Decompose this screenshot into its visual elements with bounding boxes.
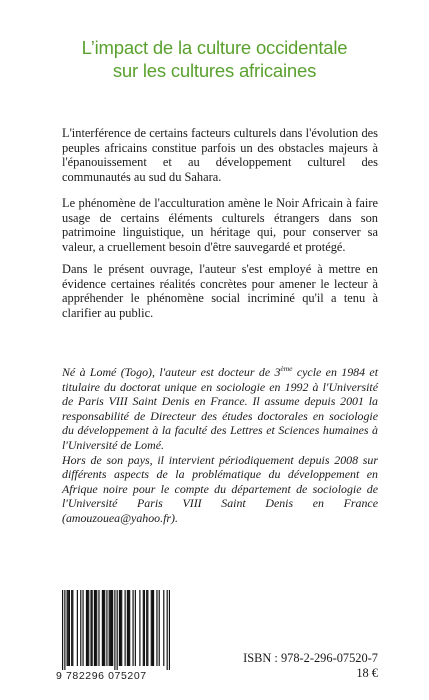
barcode-bar <box>88 590 89 666</box>
barcode-bar <box>119 590 120 666</box>
barcode-bar <box>144 590 145 666</box>
author-bio-paragraph-1 <box>62 365 378 453</box>
barcode-bar <box>156 590 157 666</box>
barcode-bar <box>96 590 97 666</box>
barcode-bar <box>77 590 78 666</box>
barcode-bar <box>71 590 72 666</box>
barcode-bar <box>143 590 144 666</box>
barcode-bar <box>125 590 126 666</box>
barcode-bar <box>98 590 99 666</box>
barcode-bar <box>82 590 83 666</box>
barcode-bar <box>80 590 81 666</box>
barcode-bar <box>169 590 170 670</box>
barcode-bar <box>69 590 70 666</box>
barcode-bar <box>121 590 122 666</box>
barcode-bar <box>120 590 121 666</box>
author-bio-superscript: ème <box>280 364 293 373</box>
barcode-bar <box>72 590 73 666</box>
book-title <box>0 36 429 82</box>
barcode-bar <box>135 590 136 666</box>
summary-paragraph-1: L'interférence de certains facteurs culturels dans l'évolution des peuples africains constitue parfois un des obstacles majeurs à l'épanouissement et au développement culturel des communautés au sud du Sahara. <box>62 126 378 184</box>
barcode-bar <box>147 590 148 666</box>
barcode-bars <box>62 590 170 670</box>
author-bio-text-a: Né à Lomé (Togo), l'auteur est docteur de 3 <box>62 365 281 379</box>
barcode-bar <box>102 590 103 666</box>
author-bio <box>62 365 378 526</box>
barcode-bar <box>129 590 130 666</box>
barcode-bar <box>153 590 154 666</box>
barcode-bar <box>95 590 96 666</box>
barcode-bar <box>92 590 93 666</box>
barcode-bar <box>110 590 111 666</box>
isbn: ISBN : 978-2-296-07520-7 <box>243 651 378 665</box>
barcode-bar <box>139 590 140 666</box>
barcode-bar <box>64 590 65 670</box>
barcode-bar <box>127 590 128 666</box>
book-title-line-2: sur les cultures africaines <box>112 60 317 81</box>
barcode-bar <box>128 590 129 666</box>
barcode-bar <box>86 590 87 666</box>
author-bio-text-b: cycle en 1984 et titulaire du doctorat unique en sociologie en 1992 à l'Université de Paris VIII Saint Denis en France. Il assume depuis 2001 la responsabilité de Directeur des études doctorales en sociologie du développement à la faculté des Lettres et Sciences humaines à l'Université de Lomé. <box>62 365 378 452</box>
barcode-bar <box>104 590 105 666</box>
barcode-bar <box>109 590 110 666</box>
barcode-bar <box>111 590 112 666</box>
barcode-digits: 9 782296 075207 <box>56 670 147 682</box>
barcode-bar <box>146 590 147 666</box>
barcode-bar <box>94 590 95 666</box>
barcode-bar <box>163 590 164 666</box>
barcode-bar <box>132 590 133 666</box>
author-bio-paragraph-2: Hors de son pays, il intervient périodiquement depuis 2008 sur différents aspects de la problématique du développement en Afrique noire pour le compte du département de sociologie de l'Université Paris VIII Saint Denis en France (amouzouea@yahoo.fr). <box>62 452 378 525</box>
barcode-bar <box>151 590 152 666</box>
barcode-bar <box>103 590 104 666</box>
barcode-bar <box>106 590 107 666</box>
barcode-bar <box>112 590 113 666</box>
barcode-bar <box>62 590 63 670</box>
barcode-bar <box>159 590 160 666</box>
barcode-bar <box>67 590 68 666</box>
barcode-bar <box>152 590 153 666</box>
summary-paragraph-2: Le phénomène de l'acculturation amène le Noir Africain à faire usage de certains éléments culturels étrangers dans son patrimoine linguistique, un héritage qui, pour conserver sa valeur, a cruellement besoin d'être sauvegardé et protégé. <box>62 196 378 254</box>
summary-paragraph-3: Dans le présent ouvrage, l'auteur s'est employé à mettre en évidence certaines réalités concrètes pour amener le lecteur à appréhender le phénomène social incriminé qu'il a tenu à clarifier au public. <box>62 262 378 320</box>
barcode-bar <box>167 590 168 670</box>
barcode-bar <box>68 590 69 666</box>
price: 18 € <box>356 666 378 680</box>
barcode-bar <box>87 590 88 666</box>
barcode-bar <box>90 590 91 666</box>
barcode <box>62 590 170 670</box>
barcode-bar <box>117 590 118 670</box>
barcode-bar <box>114 590 115 670</box>
book-title-line-1: L’impact de la culture occidentale <box>81 37 348 58</box>
